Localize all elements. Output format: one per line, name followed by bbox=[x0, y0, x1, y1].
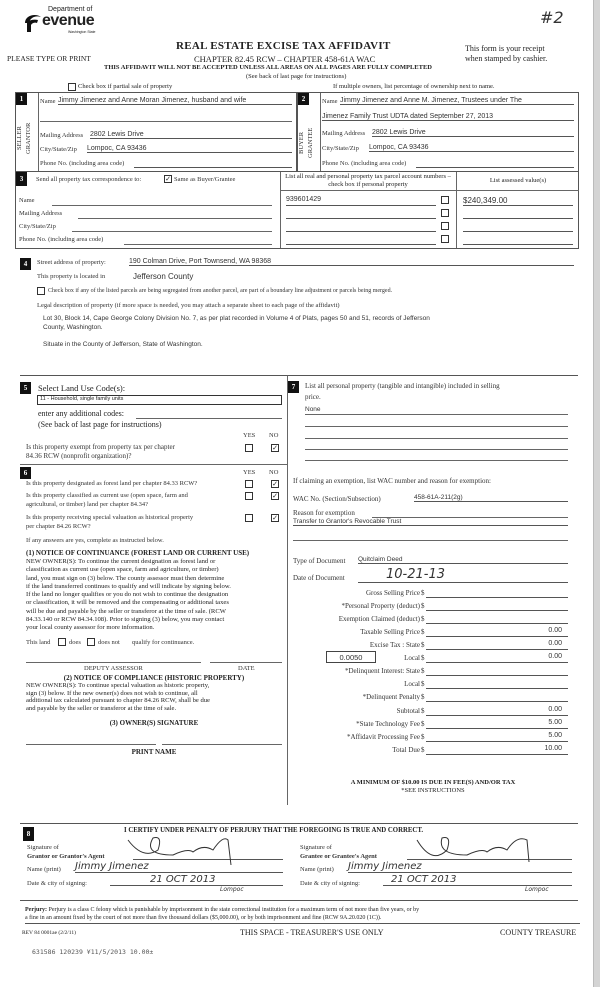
historic-question-l2: per chapter 84.26 RCW? bbox=[26, 523, 91, 530]
calc-row-penalty: *Delinquent Penalty $ bbox=[288, 692, 578, 704]
cashier-stamp: 631586 120239 ¥11/5/2013 10.00± bbox=[32, 948, 154, 956]
grantor-sig-label1: Signature of bbox=[27, 844, 59, 851]
grantee-sig-label1: Signature of bbox=[300, 844, 332, 851]
grantee-name-label: Name (print) bbox=[300, 866, 334, 873]
exempt-question-l2: 84.36 RCW (nonprofit organization)? bbox=[26, 452, 132, 460]
calc-row-processing-fee: *Affidavit Processing Fee $ 5.00 bbox=[288, 732, 578, 744]
logo-dept: Department of bbox=[48, 6, 93, 13]
buyer-phone-field[interactable] bbox=[416, 159, 574, 168]
revenue-swoosh-icon bbox=[22, 11, 44, 33]
located-label: This property is located in bbox=[37, 273, 106, 280]
doc-type-label: Type of Document bbox=[293, 557, 346, 565]
page-edge-scrollbar bbox=[593, 0, 600, 987]
section-7-badge: 7 bbox=[288, 381, 299, 393]
grantor-name-label: Name (print) bbox=[27, 866, 61, 873]
calc-row-total: Total Due $ 10.00 bbox=[288, 745, 578, 757]
parcel-header: List all real and personal property tax parcel account numbers – check box if personal property bbox=[285, 173, 451, 188]
corr-name-label: Name bbox=[19, 197, 35, 204]
partial-sale-checkbox[interactable] bbox=[68, 83, 76, 91]
form-revision: REV 84 0001ae (2/2/11) bbox=[22, 930, 76, 936]
exemption-claimed-field[interactable] bbox=[426, 614, 568, 624]
delinquent-interest-local-field[interactable] bbox=[426, 679, 568, 689]
owner-signature-label: (3) OWNER(S) SIGNATURE bbox=[109, 719, 199, 727]
see-back-instructions: (See back of last page for instructions) bbox=[38, 420, 162, 429]
form-title: REAL ESTATE EXCISE TAX AFFIDAVIT bbox=[176, 40, 391, 52]
total-due-field[interactable]: 10.00 bbox=[426, 745, 568, 755]
grantor-name-field[interactable]: Jimmy Jimenez bbox=[75, 861, 283, 873]
section-6-badge: 6 bbox=[20, 467, 31, 479]
multiple-owners-note: If multiple owners, list percentage of ownership next to name. bbox=[333, 83, 495, 90]
does-not-checkbox[interactable] bbox=[87, 638, 95, 646]
seller-mailing-label: Mailing Address bbox=[40, 132, 84, 139]
doc-date-field[interactable]: 10-21-13 bbox=[358, 567, 568, 583]
section-4-property bbox=[15, 253, 579, 363]
minimum-due-note: A MINIMUM OF $10.00 IS DUE IN FEE(S) AND/OR TAX bbox=[350, 779, 516, 786]
buyer-name-label: Name bbox=[322, 98, 338, 105]
calc-row-interest-state: *Delinquent Interest: State $ bbox=[288, 666, 578, 678]
corr-city-label: City/State/Zip bbox=[19, 223, 56, 230]
section-3-correspondence bbox=[15, 171, 579, 249]
personal-property-checkbox-1[interactable] bbox=[441, 196, 449, 204]
seller-phone-label: Phone No. (including area code) bbox=[40, 160, 125, 167]
street-label: Street address of property: bbox=[37, 259, 106, 266]
yes-header-6: YES bbox=[243, 469, 256, 476]
personal-property-deduct-field[interactable] bbox=[426, 601, 568, 611]
left-column bbox=[20, 375, 288, 805]
street-address-field[interactable]: 190 Colman Drive, Port Townsend, WA 98368 bbox=[129, 258, 574, 266]
grantor-sig-label2: Grantor or Grantor's Agent bbox=[27, 853, 105, 860]
date-label: DATE bbox=[238, 665, 255, 672]
calc-row-gross: Gross Selling Price $ bbox=[288, 588, 578, 600]
parcel-number-1[interactable]: 939601429 bbox=[286, 196, 436, 206]
grantee-name-field[interactable]: Jimmy Jimenez bbox=[348, 861, 572, 873]
segregated-checkbox[interactable] bbox=[37, 287, 45, 295]
processing-fee-field[interactable]: 5.00 bbox=[426, 732, 568, 742]
warning-text: THIS AFFIDAVIT WILL NOT BE ACCEPTED UNLESS ALL AREAS ON ALL PAGES ARE FULLY COMPLETED bbox=[104, 64, 432, 71]
personal-property-label-l2: price. bbox=[305, 393, 321, 401]
forest-question: Is this property designated as forest land per chapter 84.33 RCW? bbox=[26, 480, 198, 487]
partial-sale-label: Check box if partial sale of property bbox=[78, 83, 173, 90]
no-header-5: NO bbox=[269, 432, 279, 439]
legal-desc-line2[interactable]: County, Washington. bbox=[43, 324, 103, 331]
personal-property-checkbox-2[interactable] bbox=[441, 209, 449, 217]
buyer-city-label: City/State/Zip bbox=[322, 145, 359, 152]
see-instructions-note: *SEE INSTRUCTIONS bbox=[401, 787, 465, 794]
land-use-select[interactable] bbox=[37, 395, 282, 405]
excise-local-field[interactable]: 0.00 bbox=[426, 653, 568, 663]
grantor-date-label: Date & city of signing: bbox=[27, 880, 87, 887]
calc-row-exemption: Exemption Claimed (deduct) $ bbox=[288, 614, 578, 626]
personal-property-checkbox-3[interactable] bbox=[441, 222, 449, 230]
no-header-6: NO bbox=[269, 469, 279, 476]
buyer-mailing-field[interactable]: 2802 Lewis Drive bbox=[372, 129, 574, 137]
buyer-phone-label: Phone No. (including area code) bbox=[322, 160, 407, 167]
gross-selling-price-field[interactable] bbox=[426, 588, 568, 598]
land-use-value: 11 - Household, single family units bbox=[40, 396, 124, 402]
yes-header-5: YES bbox=[243, 432, 256, 439]
assessed-header: List assessed value(s) bbox=[489, 177, 547, 184]
parcel-number-4[interactable] bbox=[286, 235, 436, 245]
grantor-signature-field[interactable] bbox=[133, 850, 283, 860]
additional-codes-label: enter any additional codes: bbox=[38, 409, 124, 418]
does-not-label: does not bbox=[98, 639, 120, 646]
see-back-note: (See back of last page for instructions) bbox=[246, 73, 347, 80]
section-7-tax-calc bbox=[288, 375, 578, 805]
notice-compliance-title: (2) NOTICE OF COMPLIANCE (HISTORIC PROPERTY) bbox=[63, 674, 245, 682]
excise-state-field[interactable]: 0.00 bbox=[426, 640, 568, 650]
notice-continuance-body: NEW OWNER(S): To continue the current designation as forest land or classification as current use (open space, farm and agriculture, or timber) land, you must sign on (3) below. The county assessor must then determine if the land transferred continues to qualify and will indicate by signing below. If the land no longer qualifies or you do not wish to continue the designation or classification, it will be removed and the compensating or additional taxes will be due and payable by the seller or transferor at the time of sale. (RCW 84.33.140 or RCW 84.34.108). Prior to signing (3) below, you may contact your local county assessor for more information. bbox=[26, 558, 231, 632]
grantee-date-label: Date & city of signing: bbox=[300, 880, 360, 887]
historic-no-checkbox[interactable]: ✓ bbox=[272, 514, 278, 522]
exempt-question-l1: Is this property exempt from property tax per chapter bbox=[26, 443, 175, 451]
grantee-sig-label2: Grantee or Grantee's Agent bbox=[300, 853, 377, 860]
county-field[interactable]: Jefferson County bbox=[133, 272, 194, 281]
buyer-city-field[interactable]: Lompoc, CA 93436 bbox=[369, 144, 574, 152]
reason-field[interactable]: Transfer to Grantor's Revocable Trust bbox=[293, 518, 568, 526]
corr-mailing-label: Mailing Address bbox=[19, 210, 63, 217]
current-use-question-l1: Is this property classified as current use (open space, farm and bbox=[26, 492, 188, 499]
section-2-buyer bbox=[297, 92, 579, 172]
section-8-signatures bbox=[20, 823, 578, 901]
same-as-buyer-checkbox[interactable]: ✓ bbox=[165, 175, 171, 183]
subtotal-field[interactable]: 0.00 bbox=[426, 706, 568, 716]
buyer-label: BUYER bbox=[298, 131, 305, 155]
segregated-label: Check box if any of the listed parcels are being segregated from another parcel, are part of a boundary line adjustment or parcels being merged. bbox=[48, 288, 393, 294]
calc-row-taxable: Taxable Selling Price $ 0.00 bbox=[288, 627, 578, 639]
seller-label: SELLER bbox=[16, 126, 23, 150]
parcel-number-3[interactable] bbox=[286, 222, 436, 232]
certify-statement: I CERTIFY UNDER PENALTY OF PERJURY THAT THE FOREGOING IS TRUE AND CORRECT. bbox=[124, 827, 424, 834]
section-1-seller bbox=[15, 92, 297, 172]
perjury-notice: Perjury: Perjury is a class C felony which is punishable by imprisonment in the state correctional institution for a maximum term of not more than five years, or by a fine in an amount fixed by the court of not more than five thousand dollars ($5,000.00), or by both imprisonment and fine (RCW 9A.20.020 (1C)). bbox=[25, 906, 580, 924]
assessed-value-4[interactable] bbox=[463, 235, 573, 245]
treasurer-use-label: THIS SPACE - TREASURER'S USE ONLY bbox=[240, 928, 384, 937]
same-as-buyer-label: Same as Buyer/Grantee bbox=[174, 176, 236, 183]
forest-no-checkbox[interactable]: ✓ bbox=[272, 480, 278, 488]
grantor-city: Lompoc bbox=[220, 886, 244, 893]
legal-desc-line1[interactable]: Lot 30, Block 14, Cape George Colony Division No. 7, as per plat recorded in Volume 4 of Plats, pages 50 and 51, records of Jefferson bbox=[43, 315, 430, 322]
grantee-signature-field[interactable] bbox=[407, 850, 572, 860]
wac-label: WAC No. (Section/Subsection) bbox=[293, 495, 381, 503]
section-1-badge: 1 bbox=[16, 93, 27, 105]
delinquent-penalty-field[interactable] bbox=[426, 692, 568, 702]
section-5-badge: 5 bbox=[20, 382, 31, 394]
assessed-value-2[interactable] bbox=[463, 209, 573, 219]
seller-city-field[interactable]: Lompoc, CA 93436 bbox=[87, 145, 292, 153]
current-use-yes-checkbox[interactable] bbox=[245, 492, 253, 500]
legal-desc-label: Legal description of property (if more space is needed, you may attach a separate sheet to each page of the affidavit) bbox=[37, 302, 340, 309]
exempt-no-checkbox[interactable]: ✓ bbox=[272, 444, 278, 452]
send-correspondence-label: Send all property tax correspondence to: bbox=[36, 176, 142, 183]
notice-compliance-body: NEW OWNER(S): To continue special valuation as historic property, sign (3) below. If the new owner(s) does not wish to continue, all additional tax calculated pursuant to chapter 84.26 RCW, shall be due and payable by the seller or transferor at the time of sale. bbox=[26, 682, 210, 712]
this-land-label: This land bbox=[26, 639, 51, 646]
historic-yes-checkbox[interactable] bbox=[245, 514, 253, 522]
county-treasurer-label: COUNTY TREASURE bbox=[500, 928, 577, 937]
section-3-badge: 3 bbox=[16, 172, 27, 186]
taxable-selling-price-field[interactable]: 0.00 bbox=[426, 627, 568, 637]
seller-phone-field[interactable] bbox=[134, 159, 292, 168]
does-checkbox[interactable] bbox=[58, 638, 66, 646]
seller-name-field[interactable]: Jimmy Jimenez and Anne Moran Jimenez, husband and wife bbox=[58, 97, 292, 105]
historic-question-l1: Is this property receiving special valuation as historical property bbox=[26, 514, 194, 521]
current-use-question-l2: agricultural, or timber) land per chapter 84.34? bbox=[26, 501, 149, 508]
grantor-date-field[interactable]: 21 OCT 2013 bbox=[110, 874, 283, 886]
grantee-date-field[interactable]: 21 OCT 2013 bbox=[383, 874, 572, 886]
forest-yes-checkbox[interactable] bbox=[245, 480, 253, 488]
grantor-label: GRANTOR bbox=[25, 122, 32, 154]
personal-property-checkbox-4[interactable] bbox=[441, 235, 449, 243]
tech-fee-field[interactable]: 5.00 bbox=[426, 719, 568, 729]
exempt-yes-checkbox[interactable] bbox=[245, 444, 253, 452]
receipt-line2: when stamped by cashier. bbox=[465, 54, 548, 63]
print-name-label: PRINT NAME bbox=[131, 748, 177, 756]
deputy-assessor-label: DEPUTY ASSESSOR bbox=[84, 665, 143, 672]
assessed-value-3[interactable] bbox=[463, 222, 573, 232]
calc-row-local-tax: 0.0050 Local $ 0.00 bbox=[288, 653, 578, 665]
dor-logo bbox=[22, 6, 107, 36]
seller-mailing-field[interactable]: 2802 Lewis Drive bbox=[90, 131, 292, 139]
personal-property-value[interactable]: None bbox=[305, 406, 321, 413]
doc-type-field[interactable]: Quitclaim Deed bbox=[358, 556, 568, 564]
land-use-label: Select Land Use Code(s): bbox=[38, 383, 126, 393]
section-2-badge: 2 bbox=[298, 93, 309, 105]
delinquent-interest-state-field[interactable] bbox=[426, 666, 568, 676]
calc-row-state-tax: Excise Tax : State $ 0.00 bbox=[288, 640, 578, 652]
form-subtitle: CHAPTER 82.45 RCW – CHAPTER 458-61A WAC bbox=[194, 54, 376, 64]
grantee-label: GRANTEE bbox=[307, 127, 314, 159]
qualify-label: qualify for continuance. bbox=[132, 639, 195, 646]
grantee-city: Lompoc bbox=[525, 886, 549, 893]
legal-desc-line3[interactable]: Situate in the County of Jefferson, State of Washington. bbox=[43, 341, 203, 348]
exemption-label: If claiming an exemption, list WAC number and reason for exemption: bbox=[293, 477, 491, 485]
corr-phone-label: Phone No. (including area code) bbox=[19, 236, 104, 243]
calc-row-tech-fee: *State Technology Fee $ 5.00 bbox=[288, 719, 578, 731]
tax-rate-box[interactable]: 0.0050 bbox=[326, 651, 376, 663]
calc-row-interest-local: Local $ bbox=[288, 679, 578, 691]
please-type: PLEASE TYPE OR PRINT bbox=[7, 54, 91, 63]
wac-field[interactable]: 458-61A-211(2g) bbox=[414, 494, 568, 502]
logo-state: Washington State bbox=[68, 30, 96, 34]
section-4-badge: 4 bbox=[20, 258, 31, 270]
reason-label: Reason for exemption bbox=[293, 509, 355, 517]
receipt-line1: This form is your receipt bbox=[465, 44, 545, 53]
handwritten-number: #2 bbox=[540, 8, 564, 27]
buyer-name-field-1[interactable]: Jimmy Jimenez and Anne M. Jimenez, Trustees under The bbox=[340, 97, 574, 105]
logo-name: evenue bbox=[42, 12, 95, 29]
personal-property-label-l1: List all personal property (tangible and intangible) included in selling bbox=[305, 382, 500, 390]
assessed-value-1[interactable]: $240,349.00 bbox=[463, 196, 573, 206]
parcel-number-2[interactable] bbox=[286, 209, 436, 219]
buyer-mailing-label: Mailing Address bbox=[322, 130, 366, 137]
section-8-badge: 8 bbox=[23, 827, 34, 841]
doc-date-label: Date of Document bbox=[293, 574, 345, 582]
notice-continuance-title: (1) NOTICE OF CONTINUANCE (FOREST LAND OR CURRENT USE) bbox=[26, 549, 250, 557]
calc-row-personal: *Personal Property (deduct) $ bbox=[288, 601, 578, 613]
current-use-no-checkbox[interactable]: ✓ bbox=[272, 492, 278, 500]
seller-name-label: Name bbox=[40, 98, 56, 105]
seller-city-label: City/State/Zip bbox=[40, 146, 77, 153]
if-yes-note: If any answers are yes, complete as instructed below. bbox=[26, 537, 164, 544]
does-label: does bbox=[69, 639, 81, 646]
buyer-name-field-2[interactable]: Jimenez Family Trust UDTA dated September 27, 2013 bbox=[322, 113, 574, 121]
calc-row-subtotal: Subtotal $ 0.00 bbox=[288, 706, 578, 718]
